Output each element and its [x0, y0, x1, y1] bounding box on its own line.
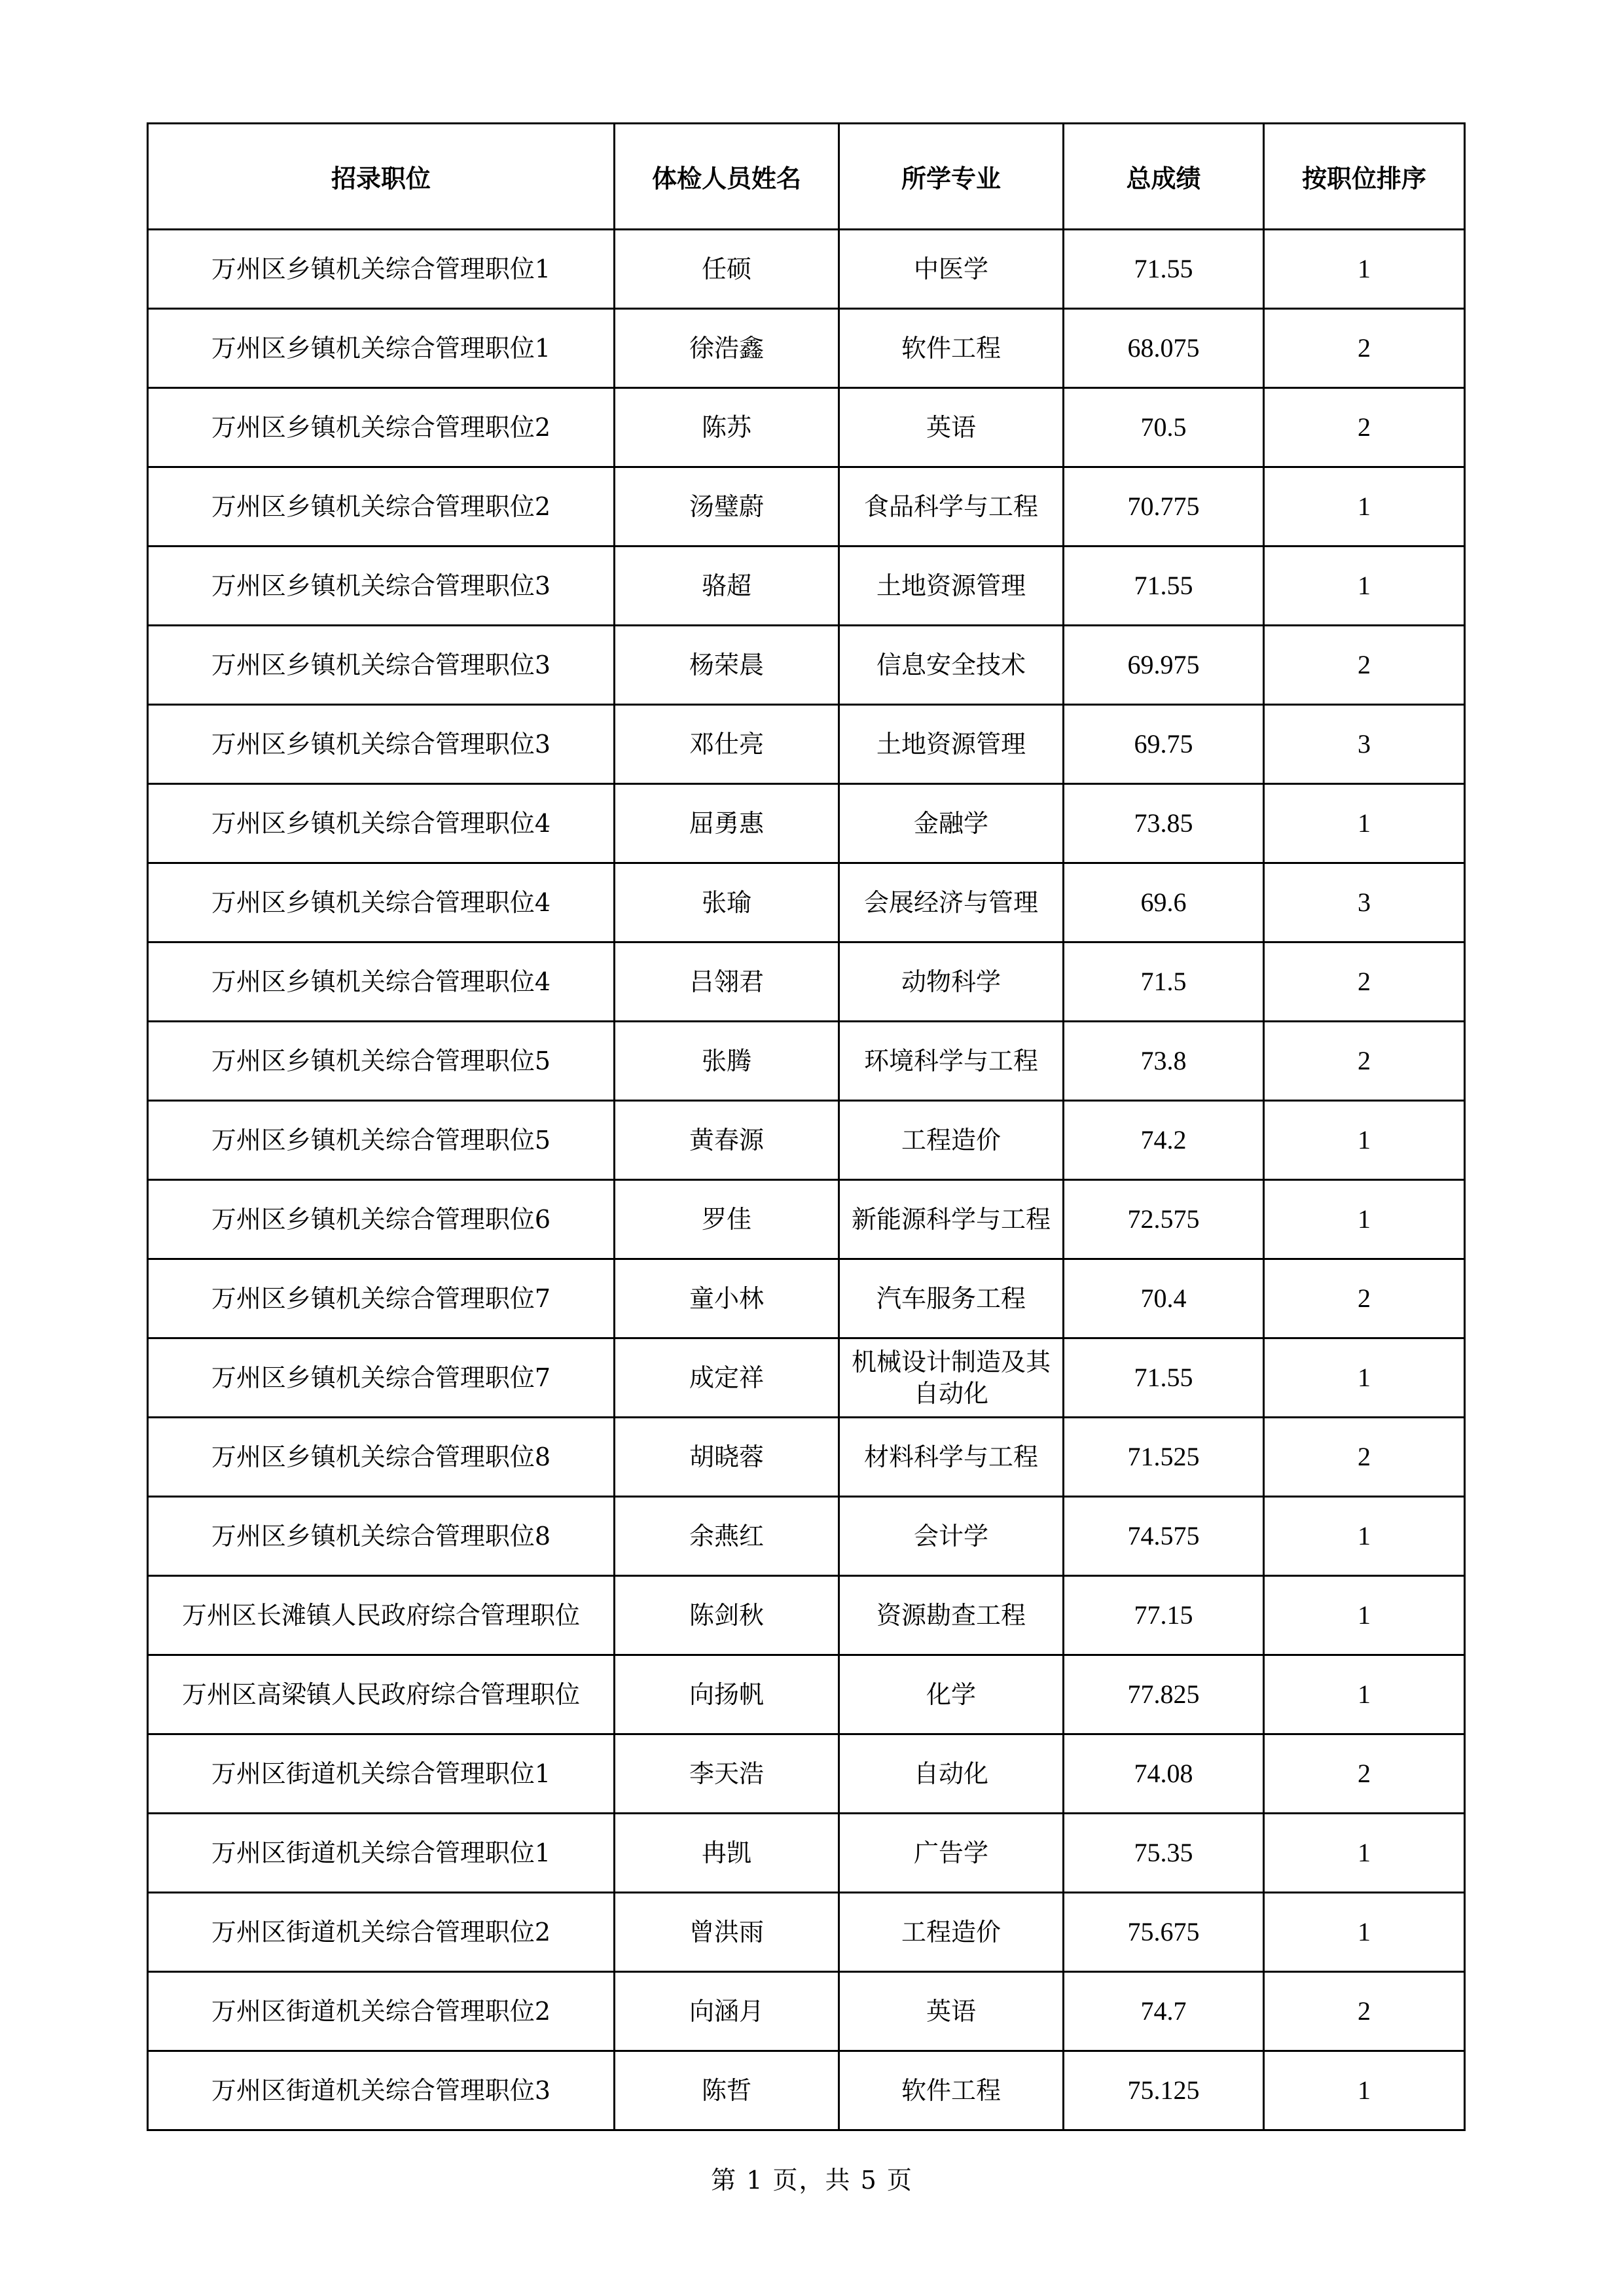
table-row [148, 1972, 1465, 2051]
cell-major: 环境科学与工程 [839, 1022, 1064, 1101]
cell-position: 万州区乡镇机关综合管理职位1 [148, 230, 615, 309]
cell-rank: 2 [1264, 1734, 1465, 1814]
cell-major: 软件工程 [839, 2051, 1064, 2130]
table-row [148, 1338, 1465, 1418]
table-row [148, 1497, 1465, 1576]
cell-total-score: 74.7 [1064, 1972, 1264, 2051]
cell-rank: 1 [1264, 1101, 1465, 1180]
cell-total-score: 74.2 [1064, 1101, 1264, 1180]
cell-position: 万州区乡镇机关综合管理职位3 [148, 626, 615, 705]
table-row [148, 1259, 1465, 1338]
cell-major: 土地资源管理 [839, 705, 1064, 784]
table-row [148, 863, 1465, 942]
cell-position: 万州区街道机关综合管理职位1 [148, 1814, 615, 1893]
cell-position: 万州区乡镇机关综合管理职位7 [148, 1338, 615, 1418]
cell-position: 万州区乡镇机关综合管理职位4 [148, 942, 615, 1022]
page-indicator: 第 1 页，共 5 页 [711, 2166, 913, 2195]
cell-major: 自动化 [839, 1734, 1064, 1814]
medical-exam-table [147, 122, 1466, 2131]
cell-position: 万州区乡镇机关综合管理职位8 [148, 1418, 615, 1497]
cell-total-score: 71.55 [1064, 547, 1264, 626]
cell-name: 童小林 [615, 1259, 839, 1338]
cell-name: 李天浩 [615, 1734, 839, 1814]
header-name: 体检人员姓名 [615, 124, 839, 230]
cell-position: 万州区街道机关综合管理职位2 [148, 1972, 615, 2051]
cell-position: 万州区乡镇机关综合管理职位4 [148, 784, 615, 863]
cell-rank: 2 [1264, 309, 1465, 388]
cell-major: 材料科学与工程 [839, 1418, 1064, 1497]
cell-total-score: 69.6 [1064, 863, 1264, 942]
cell-rank: 2 [1264, 388, 1465, 467]
cell-name: 杨荣晨 [615, 626, 839, 705]
cell-position: 万州区乡镇机关综合管理职位7 [148, 1259, 615, 1338]
table-row [148, 1734, 1465, 1814]
cell-rank: 1 [1264, 1814, 1465, 1893]
table-body [148, 230, 1465, 2130]
cell-name: 汤璧蔚 [615, 467, 839, 547]
cell-total-score: 70.5 [1064, 388, 1264, 467]
cell-total-score: 74.575 [1064, 1497, 1264, 1576]
cell-name: 任硕 [615, 230, 839, 309]
cell-total-score: 75.675 [1064, 1893, 1264, 1972]
cell-rank: 1 [1264, 2051, 1465, 2130]
cell-total-score: 74.08 [1064, 1734, 1264, 1814]
cell-rank: 1 [1264, 1655, 1465, 1734]
table-row [148, 942, 1465, 1022]
cell-major: 汽车服务工程 [839, 1259, 1064, 1338]
cell-major: 广告学 [839, 1814, 1064, 1893]
cell-position: 万州区乡镇机关综合管理职位1 [148, 309, 615, 388]
cell-position: 万州区乡镇机关综合管理职位3 [148, 547, 615, 626]
table-row [148, 1576, 1465, 1655]
cell-major: 机械设计制造及其自动化 [839, 1338, 1064, 1418]
cell-name: 罗佳 [615, 1180, 839, 1259]
cell-name: 徐浩鑫 [615, 309, 839, 388]
table-header-row [148, 124, 1465, 230]
cell-rank: 3 [1264, 705, 1465, 784]
cell-position: 万州区长滩镇人民政府综合管理职位 [148, 1576, 615, 1655]
cell-rank: 1 [1264, 467, 1465, 547]
cell-position: 万州区高梁镇人民政府综合管理职位 [148, 1655, 615, 1734]
table-row [148, 1893, 1465, 1972]
cell-rank: 1 [1264, 1338, 1465, 1418]
cell-rank: 2 [1264, 1259, 1465, 1338]
cell-major: 工程造价 [839, 1101, 1064, 1180]
header-position: 招录职位 [148, 124, 615, 230]
cell-name: 吕翎君 [615, 942, 839, 1022]
table-row [148, 309, 1465, 388]
cell-total-score: 77.825 [1064, 1655, 1264, 1734]
cell-rank: 2 [1264, 1418, 1465, 1497]
cell-rank: 1 [1264, 547, 1465, 626]
cell-rank: 2 [1264, 1972, 1465, 2051]
header-major: 所学专业 [839, 124, 1064, 230]
cell-name: 向扬帆 [615, 1655, 839, 1734]
cell-rank: 1 [1264, 230, 1465, 309]
cell-name: 张腾 [615, 1022, 839, 1101]
cell-total-score: 70.775 [1064, 467, 1264, 547]
table-row [148, 1418, 1465, 1497]
cell-major: 会展经济与管理 [839, 863, 1064, 942]
cell-rank: 2 [1264, 1022, 1465, 1101]
cell-major: 动物科学 [839, 942, 1064, 1022]
table-row [148, 547, 1465, 626]
cell-total-score: 72.575 [1064, 1180, 1264, 1259]
cell-name: 骆超 [615, 547, 839, 626]
cell-rank: 2 [1264, 942, 1465, 1022]
cell-major: 资源勘查工程 [839, 1576, 1064, 1655]
cell-position: 万州区乡镇机关综合管理职位5 [148, 1022, 615, 1101]
header-total-score: 总成绩 [1064, 124, 1264, 230]
cell-major: 化学 [839, 1655, 1064, 1734]
table-row [148, 230, 1465, 309]
cell-name: 向涵月 [615, 1972, 839, 2051]
cell-total-score: 73.8 [1064, 1022, 1264, 1101]
cell-position: 万州区街道机关综合管理职位1 [148, 1734, 615, 1814]
cell-total-score: 75.35 [1064, 1814, 1264, 1893]
cell-name: 余燕红 [615, 1497, 839, 1576]
cell-major: 英语 [839, 388, 1064, 467]
cell-rank: 3 [1264, 863, 1465, 942]
table-row [148, 626, 1465, 705]
table-row [148, 1814, 1465, 1893]
cell-total-score: 71.55 [1064, 1338, 1264, 1418]
table-row [148, 784, 1465, 863]
table-row [148, 2051, 1465, 2130]
cell-major: 会计学 [839, 1497, 1064, 1576]
cell-name: 陈剑秋 [615, 1576, 839, 1655]
cell-major: 软件工程 [839, 309, 1064, 388]
cell-major: 新能源科学与工程 [839, 1180, 1064, 1259]
cell-total-score: 75.125 [1064, 2051, 1264, 2130]
cell-rank: 1 [1264, 1893, 1465, 1972]
table-row [148, 705, 1465, 784]
cell-position: 万州区乡镇机关综合管理职位3 [148, 705, 615, 784]
cell-rank: 1 [1264, 1576, 1465, 1655]
cell-total-score: 77.15 [1064, 1576, 1264, 1655]
cell-name: 黄春源 [615, 1101, 839, 1180]
cell-position: 万州区街道机关综合管理职位3 [148, 2051, 615, 2130]
cell-total-score: 71.5 [1064, 942, 1264, 1022]
header-rank: 按职位排序 [1264, 124, 1465, 230]
cell-position: 万州区乡镇机关综合管理职位2 [148, 467, 615, 547]
cell-name: 陈苏 [615, 388, 839, 467]
cell-position: 万州区乡镇机关综合管理职位6 [148, 1180, 615, 1259]
cell-rank: 1 [1264, 1497, 1465, 1576]
cell-name: 成定祥 [615, 1338, 839, 1418]
cell-name: 张瑜 [615, 863, 839, 942]
cell-rank: 1 [1264, 1180, 1465, 1259]
cell-position: 万州区乡镇机关综合管理职位4 [148, 863, 615, 942]
table-row [148, 1022, 1465, 1101]
cell-name: 陈哲 [615, 2051, 839, 2130]
cell-position: 万州区乡镇机关综合管理职位5 [148, 1101, 615, 1180]
cell-name: 邓仕亮 [615, 705, 839, 784]
cell-major: 工程造价 [839, 1893, 1064, 1972]
cell-total-score: 73.85 [1064, 784, 1264, 863]
cell-total-score: 71.55 [1064, 230, 1264, 309]
table-row [148, 1655, 1465, 1734]
cell-position: 万州区街道机关综合管理职位2 [148, 1893, 615, 1972]
cell-total-score: 69.75 [1064, 705, 1264, 784]
cell-major: 金融学 [839, 784, 1064, 863]
cell-rank: 2 [1264, 626, 1465, 705]
cell-total-score: 69.975 [1064, 626, 1264, 705]
cell-position: 万州区乡镇机关综合管理职位2 [148, 388, 615, 467]
cell-position: 万州区乡镇机关综合管理职位8 [148, 1497, 615, 1576]
cell-major: 食品科学与工程 [839, 467, 1064, 547]
cell-total-score: 71.525 [1064, 1418, 1264, 1497]
cell-total-score: 68.075 [1064, 309, 1264, 388]
results-sheet [147, 122, 1464, 2131]
cell-major: 信息安全技术 [839, 626, 1064, 705]
cell-major: 中医学 [839, 230, 1064, 309]
cell-name: 冉凯 [615, 1814, 839, 1893]
table-row [148, 1101, 1465, 1180]
cell-total-score: 70.4 [1064, 1259, 1264, 1338]
cell-major: 英语 [839, 1972, 1064, 2051]
cell-name: 胡晓蓉 [615, 1418, 839, 1497]
cell-rank: 1 [1264, 784, 1465, 863]
cell-name: 曾洪雨 [615, 1893, 839, 1972]
table-row [148, 388, 1465, 467]
table-row [148, 467, 1465, 547]
cell-major: 土地资源管理 [839, 547, 1064, 626]
cell-name: 屈勇惠 [615, 784, 839, 863]
table-row [148, 1180, 1465, 1259]
